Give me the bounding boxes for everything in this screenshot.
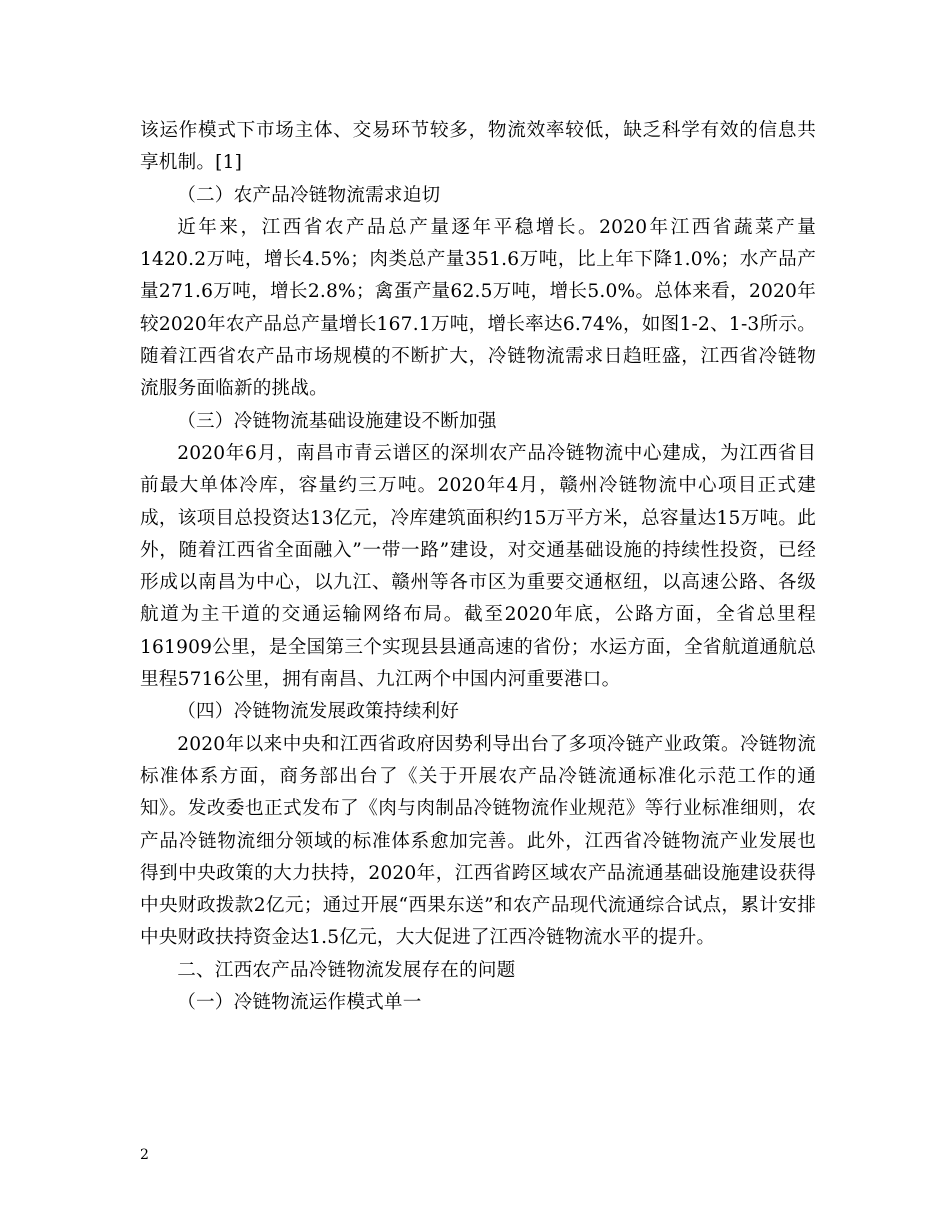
chapter-heading-problems: 二、江西农产品冷链物流发展存在的问题	[177, 959, 516, 981]
section-heading-infrastructure: （三）冷链物流基础设施建设不断加强	[177, 410, 497, 432]
paragraph-infrastructure: 2020年6月，南昌市青云谱区的深圳农产品冷链物流中心建成，为江西省目前最大单体冷库，容量约三万吨。2020年4月，赣州冷链物流中心项目正式建成，该项目总投资达13亿元，冷库建筑面积约15万平方米，总容量达15万吨。此外，随着江西省全面融入”一带一路”建设，对交通基础设施的持续性投资，已经形成以南昌为中心，以九江、赣州等各市区为重要交通枢纽，以高速公路、各级航道为主干道的交通运输网络布局。截至2020年底，公路方面，全省总里程161909公里，是全国第三个实现县县通高速的省份；水运方面，全省航道通航总里程5716公里，拥有南昌、九江两个中国内河重要港口。	[140, 442, 816, 691]
section-heading-policy: （四）冷链物流发展政策持续利好	[177, 701, 460, 723]
paragraph-production: 近年来，江西省农产品总产量逐年平稳增长。2020年江西省蔬菜产量1420.2万吨，增长4.5%；肉类总产量351.6万吨，比上年下降1.0%；水产品产量271.6万吨，增长2.8%；禽蛋产量62.5万吨，增长5.0%。总体来看，2020年较2020年农产品总产量增长167.1万吨，增长率达6.74%，如图1-2、1-3所示。随着江西省农产品市场规模的不断扩大，冷链物流需求日趋旺盛，江西省冷链物流服务面临新的挑战。	[140, 216, 816, 400]
page-number: 2	[140, 1147, 149, 1163]
section-heading-single-mode: （一）冷链物流运作模式单一	[177, 992, 422, 1014]
document-body	[140, 115, 816, 1019]
section-heading-demand: （二）农产品冷链物流需求迫切	[177, 184, 441, 206]
paragraph-policy: 2020年以来中央和江西省政府因势利导出台了多项冷链产业政策。冷链物流标准体系方面，商务部出台了《关于开展农产品冷链流通标准化示范工作的通知》。发改委也正式发布了《肉与肉制品冷链物流作业规范》等行业标准细则，农产品冷链物流细分领域的标准体系愈加完善。此外，江西省冷链物流产业发展也得到中央政策的大力扶持，2020年，江西省跨区域农产品流通基础设施建设获得中央财政拨款2亿元；通过开展“西果东送”和农产品现代流通综合试点，累计安排中央财政扶持资金达1.5亿元，大大促进了江西冷链物流水平的提升。	[140, 733, 816, 949]
continued-paragraph: 该运作模式下市场主体、交易环节较多，物流效率较低，缺乏科学有效的信息共享机制。[1]	[140, 120, 816, 174]
